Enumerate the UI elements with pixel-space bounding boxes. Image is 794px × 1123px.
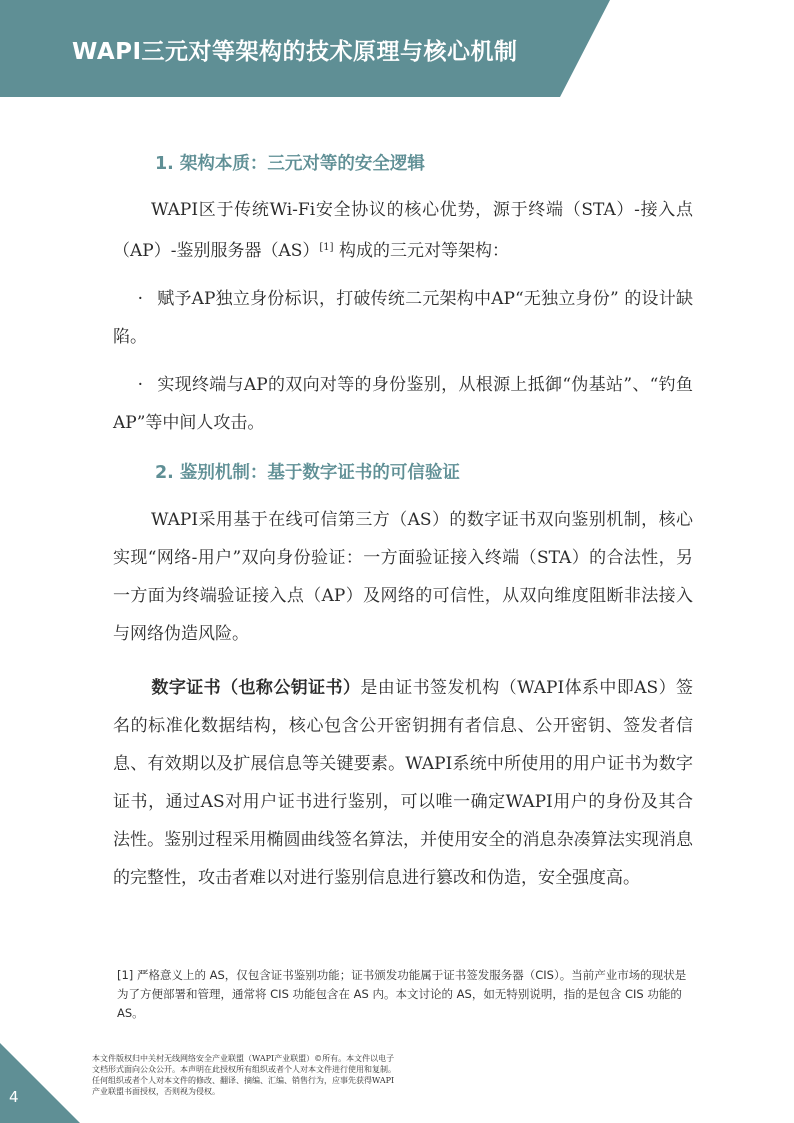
copyright-notice: 本文件版权归中关村无线网络安全产业联盟（WAPI产业联盟）©所有。本文件以电子文档形式面向公众公开。本声明在此授权所有组织或者个人对本文件进行使用和复制。任何组织或者个人对本文件的修改、翻译、摘编、汇编、销售行为，应事先获得WAPI产业联盟书面授权，否则视为侵权。 bbox=[92, 1054, 396, 1096]
intro-text-after: 构成的三元对等架构： bbox=[333, 241, 509, 261]
bullet-dot-icon: · bbox=[137, 289, 143, 309]
page-title: WAPI三元对等架构的技术原理与核心机制 bbox=[72, 39, 518, 65]
certificate-term: 数字证书（也称公钥证书） bbox=[151, 678, 361, 698]
bullet-dot-icon: · bbox=[137, 375, 143, 395]
bullet-item bbox=[113, 280, 693, 356]
page-corner-decoration bbox=[0, 1043, 80, 1123]
section-heading-authentication: 2. 鉴别机制：基于数字证书的可信验证 bbox=[155, 463, 460, 483]
intro-text-before: WAPI区于传统Wi-Fi安全协议的核心优势，源于终端（STA）-接入点（AP）-鉴别服务器（AS） bbox=[113, 200, 693, 261]
paragraph-authentication-mechanism bbox=[113, 501, 693, 653]
bullet-text: 实现终端与AP的双向对等的身份鉴别，从根源上抵御“伪基站”、“钓鱼AP”等中间人攻击。 bbox=[113, 375, 693, 433]
bullet-text: 赋予AP独立身份标识，打破传统二元架构中AP“无独立身份” 的设计缺陷。 bbox=[113, 289, 693, 347]
page-number: 4 bbox=[9, 1088, 19, 1106]
section-heading-architecture: 1. 架构本质：三元对等的安全逻辑 bbox=[155, 154, 425, 174]
bullet-item bbox=[113, 366, 693, 442]
paragraph-text: WAPI采用基于在线可信第三方（AS）的数字证书双向鉴别机制，核心实现“网络-用户”双向身份验证：一方面验证接入终端（STA）的合法性，另一方面为终端验证接入点（AP）及网络的可信性，从双向维度阻断非法接入与网络伪造风险。 bbox=[113, 510, 693, 644]
footnote: [1] 严格意义上的 AS，仅包含证书鉴别功能；证书颁发功能属于证书签发服务器（CIS）。当前产业市场的现状是为了方便部署和管理，通常将 CIS 功能包含在 AS 内。本文讨论的 AS，如无特别说明，指的是包含 CIS 功能的 AS。 bbox=[117, 968, 687, 1020]
footnote-ref[interactable]: [1] bbox=[319, 242, 334, 253]
paragraph-digital-certificate bbox=[113, 669, 693, 897]
paragraph-architecture-intro bbox=[113, 191, 693, 270]
paragraph-text: 是由证书签发机构（WAPI体系中即AS）签名的标准化数据结构，核心包含公开密钥拥有者信息、公开密钥、签发者信息、有效期以及扩展信息等关键要素。WAPI系统中所使用的用户证书为数字证书，通过AS对用户证书进行鉴别，可以唯一确定WAPI用户的身份及其合法性。鉴别过程采用椭圆曲线签名算法，并使用安全的消息杂凑算法实现消息的完整性，攻击者难以对进行鉴别信息进行篡改和伪造，安全强度高。 bbox=[113, 678, 693, 888]
